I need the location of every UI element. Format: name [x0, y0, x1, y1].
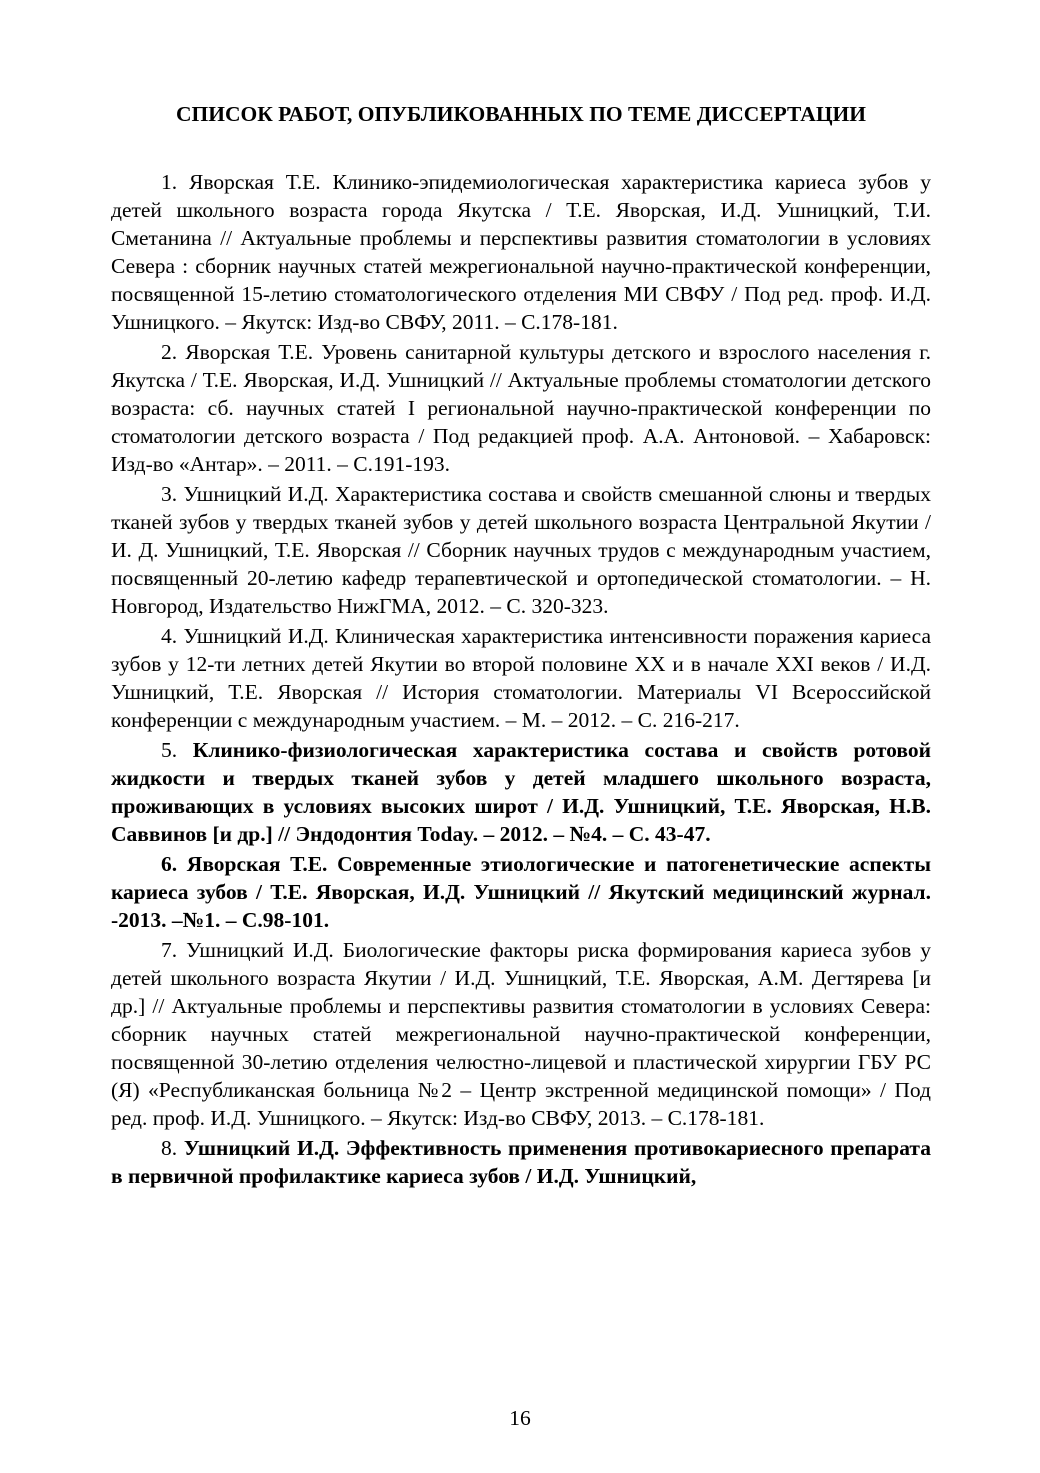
list-item: [111, 622, 931, 734]
page-title: СПИСОК РАБОТ, ОПУБЛИКОВАННЫХ ПО ТЕМЕ ДИССЕРТАЦИИ: [175, 102, 866, 126]
list-item: [111, 168, 931, 336]
entry-text: Яворская Т.Е. Современные этиологические и патогенетические аспекты кариеса зубов / Т.Е. Яворская, И.Д. Ушницкий // Якутский медицинский журнал. -2013. –№1. – С.98-101.: [111, 852, 932, 932]
entry-number: 2.: [161, 340, 178, 364]
list-item: [111, 480, 931, 620]
page-number: 16: [509, 1406, 531, 1430]
list-item: [111, 850, 931, 934]
entry-number: 7.: [161, 938, 178, 962]
entry-number: 4.: [161, 624, 178, 648]
entry-text: Яворская Т.Е. Уровень санитарной культуры детского и взрослого населения г. Якутска / Т.Е. Яворская, И.Д. Ушницкий // Актуальные проблемы стоматологии детского возраста: сб. научных статей I региональной научно-практической конференции по стоматологии детского возраста / Под редакцией проф. А.А. Антоновой. – Хабаровск: Изд-во «Антар». – 2011. – С.191-193.: [111, 340, 931, 476]
entry-number: 5.: [161, 738, 178, 762]
list-item: [111, 1134, 931, 1190]
entry-text: Ушницкий И.Д. Клиническая характеристика интенсивности поражения кариеса зубов у 12-ти летних детей Якутии во второй половине XX и в начале XXI веков / И.Д. Ушницкий, Т.Е. Яворская // История стоматологии. Материалы VI Всероссийской конференции с международным участием. – М. – 2012. – С. 216-217.: [111, 624, 931, 732]
entry-number: 6.: [161, 852, 178, 876]
entry-number: 1.: [161, 170, 178, 194]
entry-text: Клинико-физиологическая характеристика состава и свойств ротовой жидкости и твердых тканей зубов у детей младшего школьного возраста, проживающих в условиях высоких широт / И.Д. Ушницкий, Т.Е. Яворская, Н.В. Саввинов [и др.] // Эндодонтия Today. – 2012. – №4. – С. 43-47.: [111, 738, 931, 846]
entry-text: Яворская Т.Е. Клинико-эпидемиологическая характеристика кариеса зубов у детей школьного возраста города Якутска / Т.Е. Яворская, И.Д. Ушницкий, Т.И. Сметанина // Актуальные проблемы и перспективы развития стоматологии в условиях Севера : сборник научных статей межрегиональной научно-практической конференции, посвященной 15-летию стоматологического отделения МИ СВФУ / Под ред. проф. И.Д. Ушницкого. – Якутск: Изд-во СВФУ, 2011. – С.178-181.: [111, 170, 932, 334]
list-item: [111, 736, 931, 848]
entry-text: Ушницкий И.Д. Характеристика состава и свойств смешанной слюны и твердых тканей зубов у твердых тканей зубов у детей школьного возраста Центральной Якутии / И. Д. Ушницкий, Т.Е. Яворская // Сборник научных трудов с международным участием, посвященный 20-летию кафедр терапевтической и ортопедической стоматологии. – Н. Новгород, Издательство НижГМА, 2012. – С. 320-323.: [111, 482, 931, 618]
document-page: [111, 100, 931, 1192]
entry-number: 3.: [161, 482, 178, 506]
entry-text: Ушницкий И.Д. Эффективность применения противокариесного препарата в первичной профилактике кариеса зубов / И.Д. Ушницкий,: [111, 1136, 932, 1188]
list-item: [111, 338, 931, 478]
entry-number: 8.: [161, 1136, 178, 1160]
entry-text: Ушницкий И.Д. Биологические факторы риска формирования кариеса зубов у детей школьного возраста Якутии / И.Д. Ушницкий, Т.Е. Яворская, А.М. Дегтярева [и др.] // Актуальные проблемы и перспективы развития стоматологии в условиях Севера: сборник научных статей межрегиональной научно-практической конференции, посвященной 30-летию отделения челюстно-лицевой и пластической хирургии ГБУ РС (Я) «Республиканская больница №2 – Центр экстренной медицинской помощи» / Под ред. проф. И.Д. Ушницкого. – Якутск: Изд-во СВФУ, 2013. – С.178-181.: [111, 938, 932, 1130]
list-item: [111, 936, 931, 1132]
